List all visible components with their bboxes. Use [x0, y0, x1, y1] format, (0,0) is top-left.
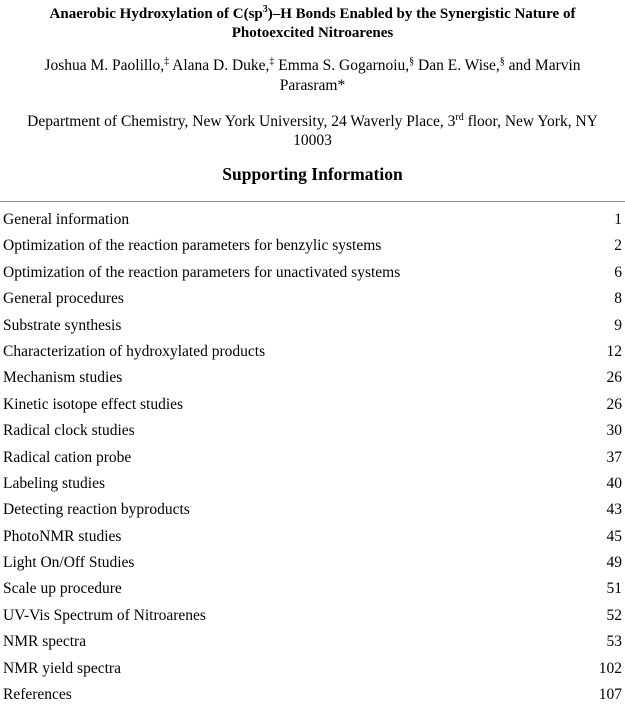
- toc-label: Scale up procedure: [3, 580, 122, 598]
- supporting-information-heading: Supporting Information: [222, 164, 403, 184]
- toc-row[interactable]: [0, 418, 625, 444]
- toc-row[interactable]: [0, 313, 625, 339]
- toc-row[interactable]: [0, 603, 625, 629]
- toc-page-number: 43: [606, 501, 622, 519]
- toc-label: PhotoNMR studies: [3, 527, 122, 545]
- toc-row[interactable]: [0, 339, 625, 365]
- toc-row[interactable]: [0, 286, 625, 312]
- toc-page-number: 6: [614, 263, 622, 281]
- toc-label: General procedures: [3, 290, 124, 308]
- toc-label: References: [3, 686, 72, 704]
- toc-row[interactable]: [0, 656, 625, 682]
- toc-label: UV-Vis Spectrum of Nitroarenes: [3, 606, 206, 624]
- toc-page-number: 45: [606, 527, 622, 545]
- toc-page-number: 107: [598, 686, 622, 704]
- toc-page-number: 1: [614, 211, 622, 228]
- toc-label: Radical clock studies: [3, 422, 135, 440]
- toc-page-number: 102: [598, 659, 622, 677]
- toc-row[interactable]: [0, 365, 625, 391]
- toc-label: Optimization of the reaction parameters for benzylic systems: [3, 237, 382, 255]
- toc-row[interactable]: [0, 392, 625, 418]
- toc-row[interactable]: [0, 260, 625, 286]
- toc-row[interactable]: [0, 550, 625, 576]
- toc-label: Kinetic isotope effect studies: [3, 395, 184, 413]
- author-emma-gogarnoiu: Emma S. Gogarnoiu,§: [274, 56, 415, 75]
- toc-page-number: 26: [606, 369, 622, 387]
- title-superscript: 3: [262, 4, 268, 15]
- author-and-marvin: and Marvin: [504, 57, 581, 75]
- toc-page-number: 2: [614, 237, 622, 255]
- toc-page-number: 40: [606, 474, 622, 492]
- toc-row[interactable]: [0, 497, 625, 523]
- toc-page-number: 30: [606, 422, 622, 440]
- toc-label: Mechanism studies: [3, 369, 123, 387]
- author-line-1: [20, 52, 605, 76]
- toc-page-number: 12: [606, 342, 622, 360]
- toc-page-number: 49: [606, 554, 622, 572]
- table-of-contents: [0, 207, 625, 708]
- toc-row[interactable]: [0, 471, 625, 497]
- author-joshua-paolillo: Joshua M. Paolillo,‡: [44, 56, 170, 75]
- toc-row[interactable]: [0, 207, 625, 233]
- affiliation-line-1: Department of Chemistry, New York University, 24 Waverly Place, 3rd floor, New York, NY: [27, 112, 598, 131]
- toc-label: Radical cation probe: [3, 448, 132, 466]
- toc-page-number: 51: [606, 580, 622, 598]
- paper-title: [0, 0, 625, 43]
- toc-page-number: 9: [614, 316, 622, 334]
- affiliation-line-2: 10003: [293, 132, 332, 150]
- author-dan-wise: Dan E. Wise,§: [414, 56, 505, 75]
- toc-row[interactable]: [0, 524, 625, 550]
- toc-label: NMR yield spectra: [3, 659, 121, 677]
- author-list: [20, 52, 605, 96]
- toc-label: General information: [3, 211, 130, 228]
- author-alana-duke: Alana D. Duke,‡: [169, 56, 275, 75]
- affiliation: [10, 108, 615, 150]
- toc-page-number: 8: [614, 290, 622, 308]
- title-line-1: [0, 0, 625, 24]
- toc-page-number: 53: [606, 633, 622, 651]
- author-line-2: Parasram*: [279, 77, 346, 95]
- toc-row[interactable]: [0, 576, 625, 602]
- toc-page-number: 52: [606, 606, 622, 624]
- toc-label: Light On/Off Studies: [3, 554, 135, 572]
- toc-label: Detecting reaction byproducts: [3, 501, 190, 519]
- toc-label: Characterization of hydroxylated products: [3, 342, 266, 360]
- toc-page-number: 26: [606, 395, 622, 413]
- toc-row[interactable]: [0, 233, 625, 259]
- toc-row[interactable]: [0, 682, 625, 708]
- toc-label: Labeling studies: [3, 474, 106, 492]
- title-line-1-pre: Anaerobic Hydroxylation of C(sp: [49, 6, 263, 22]
- toc-label: Optimization of the reaction parameters for unactivated systems: [3, 263, 401, 281]
- title-line-1-post: )–H Bonds Enabled by the Synergistic Nature of: [267, 6, 576, 22]
- horizontal-rule: [0, 201, 625, 202]
- title-line-2: Photoexcited Nitroarenes: [231, 25, 394, 41]
- toc-row[interactable]: [0, 445, 625, 471]
- toc-label: NMR spectra: [3, 633, 87, 651]
- toc-row[interactable]: [0, 629, 625, 655]
- toc-label: Substrate synthesis: [3, 316, 122, 334]
- toc-page-number: 37: [606, 448, 622, 466]
